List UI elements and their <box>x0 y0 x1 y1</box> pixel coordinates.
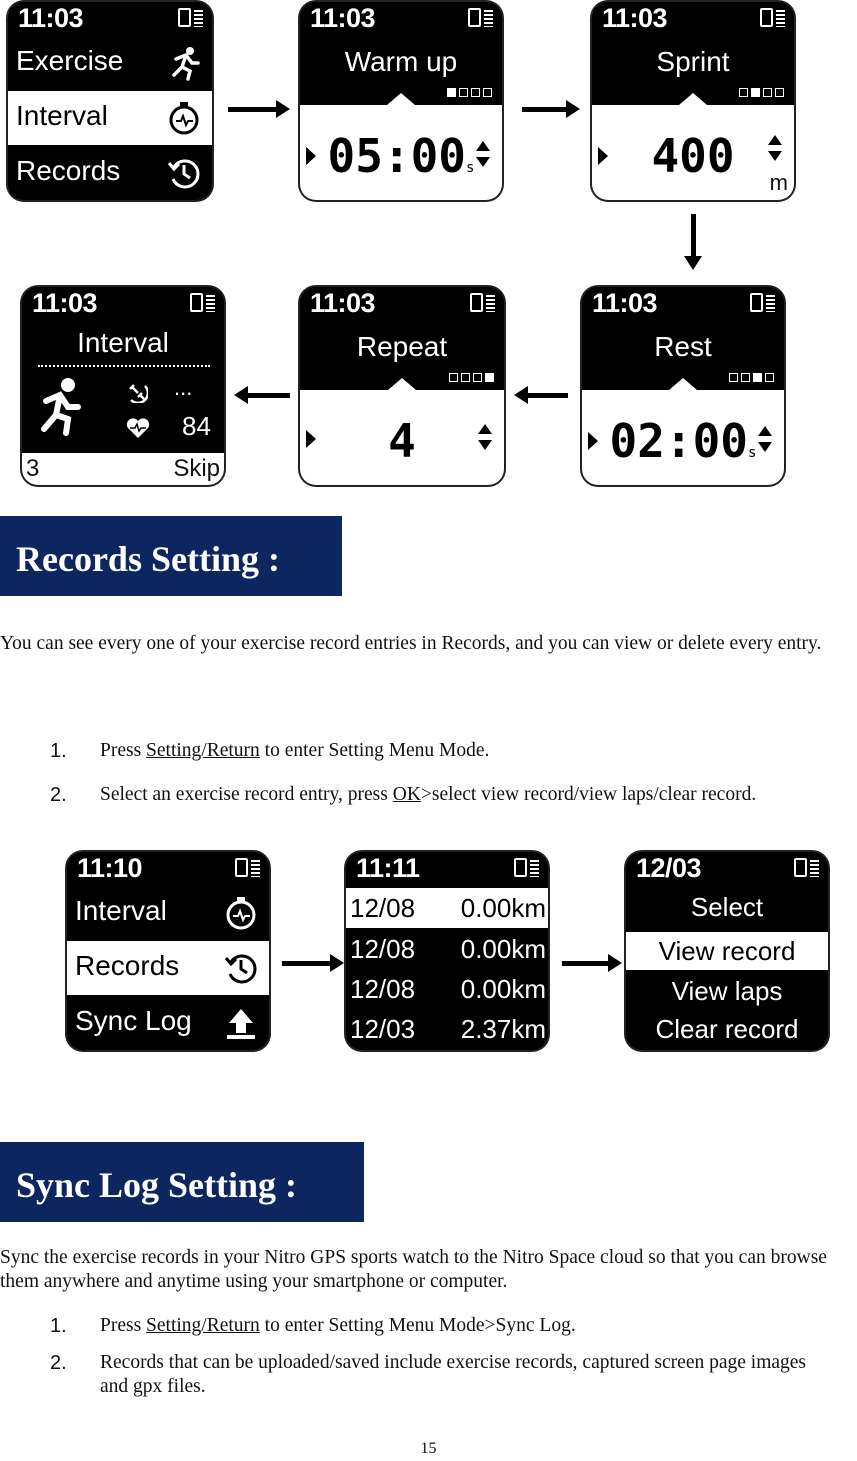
running-man-icon <box>166 45 202 81</box>
notch-indicator <box>679 93 707 105</box>
notch-indicator <box>388 378 416 390</box>
dotted-divider <box>38 365 210 367</box>
interval-count: 3 <box>26 455 40 482</box>
battery-icon <box>235 858 261 878</box>
step-indicator <box>449 373 494 382</box>
screen-title: Warm up <box>344 46 458 77</box>
watch-screen-records-list <box>346 852 548 1050</box>
satellite-icon <box>128 383 148 403</box>
record-row[interactable]: 12/08 0.00km <box>350 974 546 1004</box>
sync-intro: Sync the exercise records in your Nitro GPS sports watch to the Nitro Space cloud so that you can browse them anywhere and anytime using your smartphone or computer. <box>0 1247 827 1292</box>
screen-title: Interval <box>77 327 169 358</box>
clock-time: 12/03 <box>636 853 702 883</box>
clock-time: 11:03 <box>602 3 668 33</box>
records-step-1: 1. Press Setting/Return to enter Setting Menu Mode. <box>50 740 490 762</box>
battery-icon <box>190 293 216 313</box>
menu-item-records[interactable]: Records <box>67 941 269 995</box>
history-clock-icon <box>223 950 259 986</box>
menu-item-exercise[interactable]: Exercise <box>8 36 212 90</box>
clock-time: 11:03 <box>310 288 376 318</box>
record-row[interactable]: 12/08 0.00km <box>346 888 548 928</box>
history-clock-icon <box>166 155 202 191</box>
watch-screen-sprint <box>592 2 794 200</box>
battery-icon <box>468 8 494 28</box>
watch-screen-warm-up <box>300 2 502 200</box>
screen-title: Repeat <box>356 331 448 362</box>
watch-screen-records-menu <box>67 852 269 1050</box>
arrow-right <box>282 961 332 966</box>
menu-item-sync-log[interactable]: Sync Log <box>67 996 269 1050</box>
option-view-record[interactable]: View record <box>626 932 828 970</box>
arrow-down <box>691 214 696 258</box>
records-intro: You can see every one of your exercise record entries in Records, and you can view or delete every entry. <box>0 633 822 654</box>
select-title: Select <box>690 892 764 922</box>
skip-button[interactable]: Skip <box>173 455 220 482</box>
unit-label: m <box>769 170 788 195</box>
gps-status: ... <box>174 375 193 400</box>
option-view-laps[interactable]: View laps <box>671 976 783 1006</box>
clock-time: 11:03 <box>32 288 98 318</box>
setting-return-link: Setting/Return <box>146 1315 260 1336</box>
arrow-left <box>526 393 568 398</box>
clock-time: 11:11 <box>356 853 420 883</box>
running-man-icon <box>38 377 88 437</box>
step-indicator <box>739 88 784 97</box>
battery-icon <box>470 293 496 313</box>
battery-icon <box>750 293 776 313</box>
step-indicator <box>447 88 492 97</box>
watch-screen-rest <box>582 287 784 485</box>
arrow-right <box>522 107 568 112</box>
menu-item-interval[interactable]: Interval <box>8 91 212 145</box>
screen-title: Sprint <box>656 46 730 77</box>
arrow-right <box>562 961 610 966</box>
upload-icon <box>223 1005 259 1041</box>
section-heading-sync-log: Sync Log Setting : <box>0 1142 364 1222</box>
clock-time: 11:03 <box>310 3 376 33</box>
page-number: 15 <box>420 1440 437 1457</box>
value-display: 02:00s <box>609 414 757 468</box>
watch-screen-select <box>626 852 828 1050</box>
clock-time: 11:03 <box>592 288 658 318</box>
status-bar <box>8 2 212 36</box>
option-clear-record[interactable]: Clear record <box>655 1014 799 1044</box>
battery-icon <box>760 8 786 28</box>
record-row[interactable]: 12/03 2.37km <box>350 1014 546 1044</box>
up-down-arrows-icon[interactable] <box>768 135 782 167</box>
record-row[interactable]: 12/08 0.00km <box>350 934 546 964</box>
section-heading-records: Records Setting : <box>0 516 342 596</box>
watch-screen-repeat <box>300 287 504 485</box>
value-display: 05:00s <box>327 129 475 183</box>
clock-time: 11:03 <box>18 3 84 33</box>
sync-step-2: 2. Records that can be uploaded/saved include exercise records, captured screen page images and gpx files. <box>50 1352 807 1397</box>
clock-time: 11:10 <box>77 853 143 883</box>
battery-icon <box>178 8 204 28</box>
step-indicator <box>729 373 774 382</box>
arrow-left <box>246 393 290 398</box>
notch-indicator <box>669 378 697 390</box>
battery-icon <box>514 858 540 878</box>
setting-return-link: Setting/Return <box>146 740 260 761</box>
up-down-arrows-icon[interactable] <box>478 424 492 456</box>
menu-item-records[interactable]: Records <box>8 146 212 200</box>
watch-screen-main-menu <box>8 2 212 200</box>
heart-rate-value: 84 <box>182 411 211 441</box>
battery-icon <box>794 858 820 878</box>
records-step-2: 2. Select an exercise record entry, press OK>select view record/view laps/clear record. <box>50 784 757 806</box>
value-display: 400 <box>651 129 735 183</box>
watch-screen-interval-active <box>22 287 224 485</box>
stopwatch-icon <box>223 895 259 931</box>
heart-rate-icon <box>126 417 150 439</box>
up-down-arrows-icon[interactable] <box>758 426 772 458</box>
up-down-arrows-icon[interactable] <box>476 141 490 173</box>
stopwatch-icon <box>166 100 202 136</box>
value-display: 4 <box>388 414 416 468</box>
sync-step-1: 1. Press Setting/Return to enter Setting Menu Mode>Sync Log. <box>50 1315 576 1337</box>
arrow-right <box>228 107 278 112</box>
notch-indicator <box>387 93 415 105</box>
screen-title: Rest <box>654 331 712 362</box>
menu-item-interval[interactable]: Interval <box>67 886 269 940</box>
ok-link: OK <box>392 784 421 805</box>
